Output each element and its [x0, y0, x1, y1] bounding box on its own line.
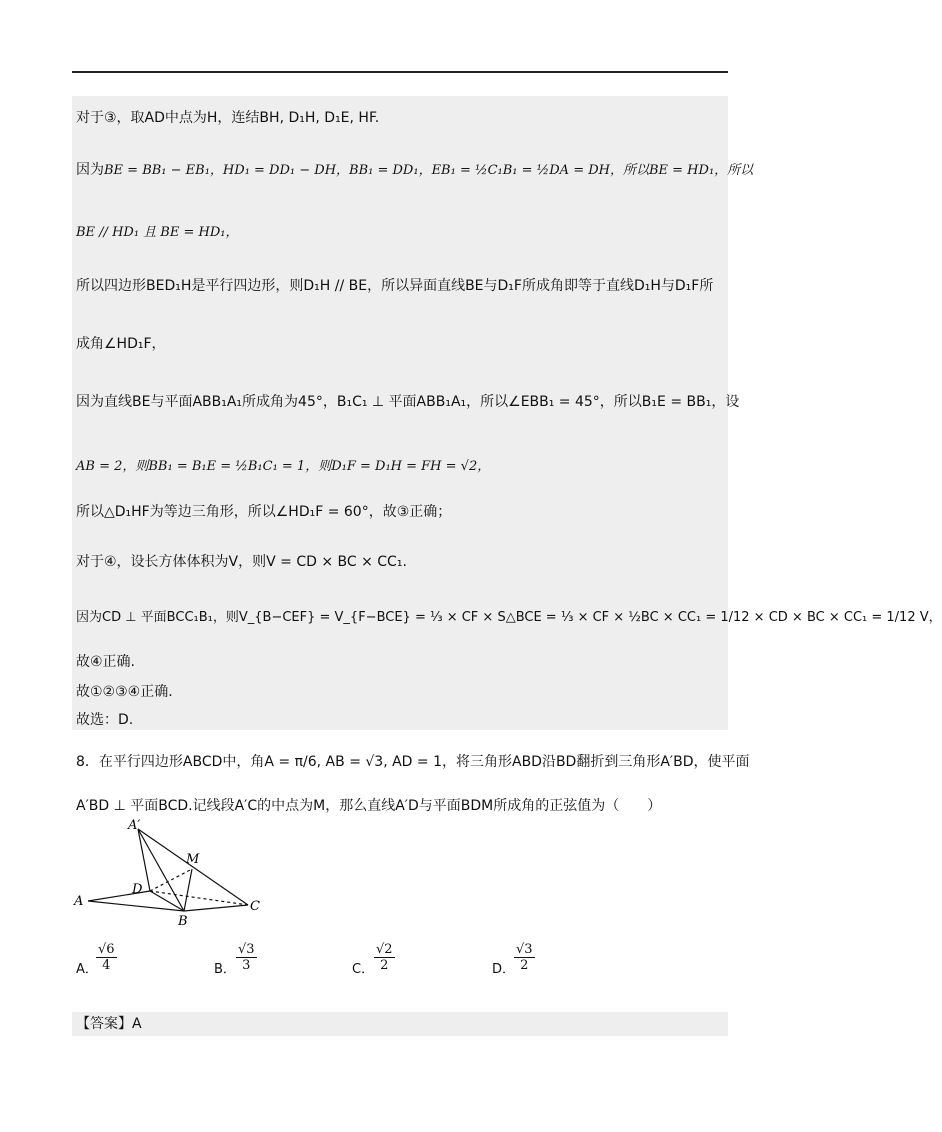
solution-line-7: AB = 2，则BB₁ = B₁E = ½B₁C₁ = 1，则D₁F = D₁H = FH = √2，	[76, 459, 491, 474]
because-label: 因为	[76, 162, 104, 178]
solution-line-12: 故①②③④正确.	[76, 684, 173, 700]
solution-line-13: 故选：D.	[76, 712, 134, 728]
option-a-letter: A．	[76, 962, 98, 977]
top-rule	[72, 71, 728, 73]
question-line-1: 8．在平行四边形ABCD中，角A = π/6, AB = √3, AD = 1，将三角形ABD沿BD翻折到三角形A′BD，使平面	[76, 754, 750, 770]
question-line-2: A′BD ⊥ 平面BCD.记线段A′C的中点为M，那么直线A′D与平面BDM所成角的正弦值为（ ）	[76, 798, 662, 814]
solution-line-6: 因为直线BE与平面ABB₁A₁所成角为45°，B₁C₁ ⊥ 平面ABB₁A₁，所以∠EBB₁ = 45°，所以B₁E = BB₁，设	[76, 394, 740, 410]
solution-line-8: 所以△D₁HF为等边三角形，所以∠HD₁F = 60°，故③正确；	[76, 504, 452, 520]
option-d-value: $\frac{√3}{2}$	[516, 942, 533, 973]
solution-line-10: 因为CD ⊥ 平面BCC₁B₁，则V_{B−CEF} = V_{F−BCE} = ⅓ × CF × S△BCE = ⅓ × CF × ½BC × CC₁ = 1/12 × CD × BC × CC₁ = 1/12 V，	[76, 610, 942, 625]
answer-label: 【答案】A	[76, 1016, 142, 1032]
option-c-value: $\frac{√2}{2}$	[376, 942, 393, 973]
option-a-value: $\frac{√6}{4}$	[98, 942, 115, 973]
solution-line-3: BE // HD₁ 且 BE = HD₁，	[76, 225, 239, 240]
label-b: B	[178, 914, 188, 929]
option-c-letter: C．	[352, 962, 375, 977]
vector-equation: BE = BB₁ − EB₁，HD₁ = DD₁ − DH，BB₁ = DD₁，EB₁ = ½C₁B₁ = ½DA = DH，所以BE = HD₁，所以	[104, 163, 754, 178]
option-d-letter: D．	[492, 962, 516, 977]
option-b-value: $\frac{√3}{3}$	[238, 942, 255, 973]
solution-line-11: 故④正确.	[76, 654, 136, 670]
label-m: M	[186, 852, 200, 867]
solution-line-9: 对于④，设长方体体积为V，则V = CD × BC × CC₁.	[76, 554, 407, 570]
label-a-prime: A′	[128, 818, 141, 833]
solution-line-1: 对于③，取AD中点为H，连结BH, D₁H, D₁E, HF.	[76, 110, 380, 126]
label-c: C	[250, 899, 260, 914]
label-d: D	[132, 882, 143, 897]
solution-line-5: 成角∠HD₁F，	[76, 336, 166, 352]
geometry-figure	[70, 815, 270, 930]
label-a: A	[74, 894, 84, 909]
option-b-letter: B．	[214, 962, 236, 977]
solution-line-2	[76, 160, 753, 181]
answer-block	[72, 1012, 728, 1036]
solution-line-4: 所以四边形BED₁H是平行四边形，则D₁H // BE，所以异面直线BE与D₁F所成角即等于直线D₁H与D₁F所	[76, 278, 714, 294]
solution-block	[72, 96, 728, 730]
